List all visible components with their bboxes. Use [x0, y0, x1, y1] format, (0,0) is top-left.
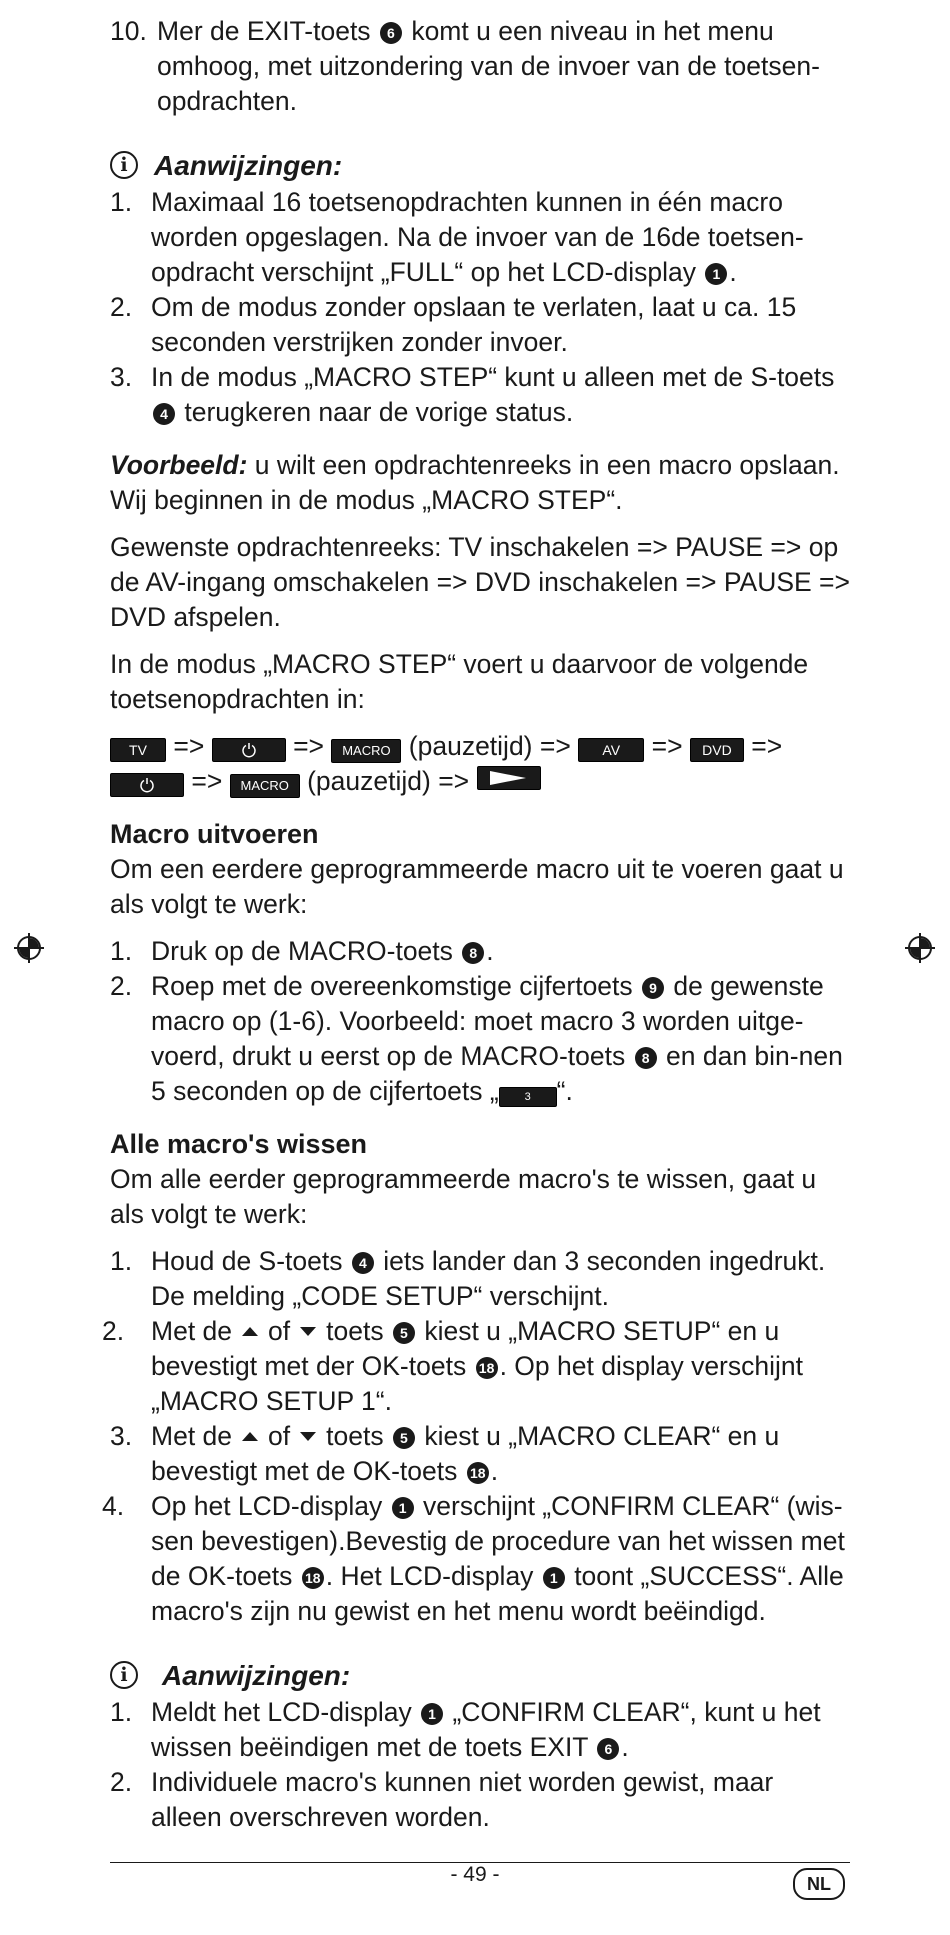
note-title: Aanwijzingen: — [154, 149, 343, 181]
section-heading-run-macro: Macro uitvoeren — [110, 819, 319, 849]
info-icon: i — [110, 151, 138, 179]
ref-badge: 1 — [392, 1497, 414, 1519]
item-number: 10. — [110, 16, 147, 46]
language-badge: NL — [793, 1868, 845, 1900]
ref-badge: 8 — [462, 942, 484, 964]
ref-badge: 18 — [467, 1462, 489, 1484]
list-item: 1. Maximaal 16 toetsenopdrachten kunnen in één macro worden opgeslagen. Na de invoer van de 16de toetsen-opdracht verschijnt „FULL“ op het LCD-display 1 . — [110, 187, 804, 287]
list-item: 2. Roep met de overeenkomstige cijfertoets 9 de gewenste macro op (1-6). Voorbeeld: moet macro 3 worden uitge-voerd, drukt u eerst op de MACRO-toets 8 en dan bin-nen 5 seconden op de cijfertoets „ 3 “. — [110, 971, 843, 1106]
list-item: 3. Met de of toets 5 kiest u „MACRO CLEAR“ en u bevestigt met de OK-toets 18 . — [110, 1421, 780, 1486]
power-key-icon — [110, 773, 184, 797]
list-item: 2. Met de of toets 5 kiest u „MACRO SETUP“ en u bevestigt met der OK-toets 18 . Op het display verschijnt „MACRO SETUP 1“. — [102, 1316, 803, 1416]
ref-badge: 6 — [380, 22, 402, 44]
arrow-down-icon — [300, 1432, 316, 1441]
list-item: 4. Op het LCD-display 1 verschijnt „CONFIRM CLEAR“ (wis-sen bevestigen).Bevestig de procedure van het wissen met de OK-toets 18 . Het LCD-display 1 toont „SUCCESS“. Alle macro's zijn nu gewist en het menu wordt beëindigd. — [102, 1491, 845, 1626]
ref-badge: 18 — [476, 1357, 498, 1379]
arrow-down-icon — [300, 1327, 316, 1336]
av-key-icon: AV — [578, 738, 644, 762]
section-intro: Om alle eerder geprogrammeerde macro's te wissen, gaat u als volgt te werk: — [110, 1164, 817, 1229]
ref-badge: 5 — [393, 1427, 415, 1449]
ref-badge: 8 — [635, 1047, 657, 1069]
list-item: 1. Druk op de MACRO-toets 8 . — [110, 936, 494, 966]
list-item: 2. Individuele macro's kunnen niet worden gewist, maar alleen overschreven worden. — [110, 1767, 774, 1832]
arrow-up-icon — [242, 1432, 258, 1441]
note-heading — [110, 145, 850, 185]
play-key-icon — [477, 766, 541, 790]
manual-page — [102, 14, 851, 1835]
section-heading-clear-macros: Alle macro's wissen — [110, 1129, 368, 1159]
ref-badge: 4 — [352, 1252, 374, 1274]
list-item: 2. Om de modus zonder opslaan te verlaten, laat u ca. 15 seconden verstrijken zonder invoer. — [110, 292, 797, 357]
list-item: 1. Meldt het LCD-display 1 „CONFIRM CLEAR“, kunt u het wissen beëindigen met de toets EXIT 6 . — [110, 1697, 821, 1762]
note-title: Aanwijzingen: — [162, 1659, 351, 1691]
info-icon: i — [110, 1661, 138, 1689]
ref-badge: 1 — [543, 1567, 565, 1589]
macro-key-icon: MACRO — [331, 739, 401, 763]
page-number: - 49 - — [450, 1863, 500, 1886]
section-intro: Om een eerdere geprogrammeerde macro uit te voeren gaat u als volgt te werk: — [110, 854, 844, 919]
list-item-10: 10. Mer de EXIT-toets 6 komt u een niveau in het menu omhoog, met uitzondering van de invoer van de toetsen-opdrachten. — [110, 16, 820, 116]
dvd-key-icon: DVD — [690, 738, 744, 762]
sequence-paragraph: Gewenste opdrachtenreeks: TV inschakelen => PAUSE => op de AV-ingang omschakelen => DVD inschakelen => PAUSE => DVD afspelen. — [110, 532, 851, 632]
key-sequence: TV => => MACRO (pauzetijd) => AV => DVD => => MACRO (pauzetijd) => — [110, 729, 850, 799]
tv-key-icon: TV — [110, 738, 166, 762]
ref-badge: 5 — [393, 1322, 415, 1344]
macro-key-icon: MACRO — [230, 774, 300, 798]
ref-badge: 1 — [421, 1703, 443, 1725]
list-item: 3. In de modus „MACRO STEP“ kunt u alleen met de S-toets 4 terugkeren naar de vorige status. — [110, 362, 835, 427]
example-paragraph: Voorbeeld: u wilt een opdrachtenreeks in een macro opslaan. Wij beginnen in de modus „MACRO STEP“. — [110, 450, 840, 515]
list-item: 1. Houd de S-toets 4 iets lander dan 3 seconden ingedrukt. De melding „CODE SETUP“ verschijnt. — [110, 1246, 826, 1311]
registration-mark-left — [14, 933, 44, 963]
ref-badge: 6 — [597, 1738, 619, 1760]
note-heading — [110, 1655, 850, 1695]
arrow-up-icon — [242, 1327, 258, 1336]
registration-mark-right — [905, 933, 935, 963]
instruction-paragraph: In de modus „MACRO STEP“ voert u daarvoor de volgende toetsenopdrachten in: — [110, 649, 809, 714]
example-label: Voorbeeld: — [110, 450, 248, 480]
digit-3-key-icon: 3 — [499, 1087, 557, 1107]
ref-badge: 18 — [302, 1567, 324, 1589]
ref-badge: 1 — [705, 263, 727, 285]
ref-badge: 9 — [642, 977, 664, 999]
ref-badge: 4 — [153, 403, 175, 425]
power-key-icon — [212, 738, 286, 762]
